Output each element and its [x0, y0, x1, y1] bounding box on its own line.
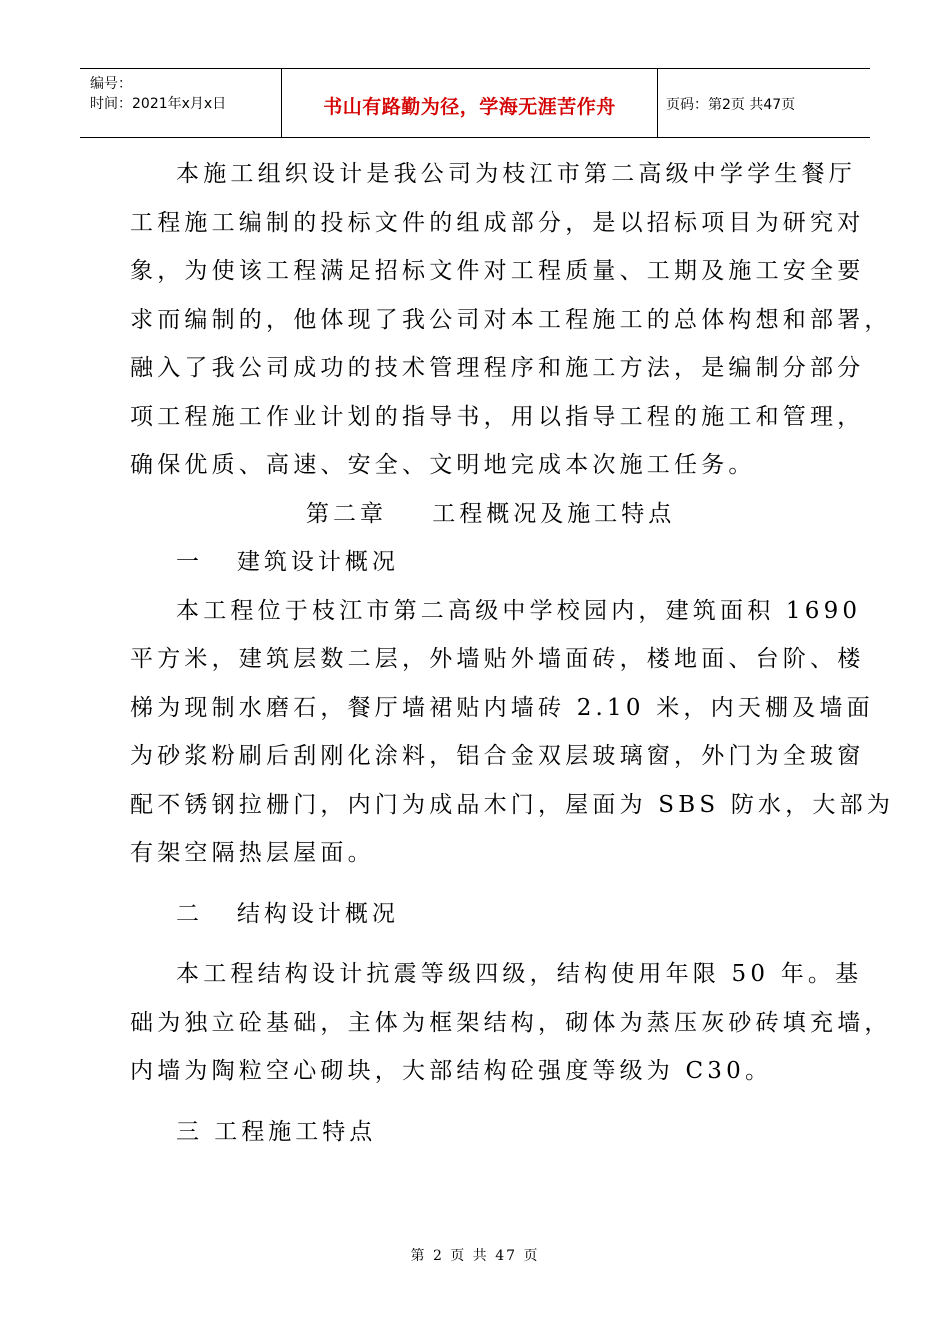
document-body: [130, 150, 895, 1156]
text-line: 有架空隔热层屋面。: [130, 840, 375, 866]
header-meta-cell: [80, 69, 282, 137]
chapter-title: 第二章 工程概况及施工特点: [306, 500, 676, 527]
page-header: [80, 68, 870, 138]
document-number-label: 编号：: [90, 76, 132, 92]
header-page-info: 页码：第2页 共47页: [666, 97, 796, 113]
header-motto: 书山有路勤为径，学海无涯苦作舟: [323, 95, 616, 118]
text-line: 平方米，建筑层数二层，外墙贴外墙面砖，楼地面、台阶、楼: [130, 646, 865, 672]
text-line: 象，为使该工程满足招标文件对工程质量、工期及施工安全要: [130, 258, 865, 284]
text-line: 工程施工编制的投标文件的组成部分，是以招标项目为研究对: [130, 209, 865, 236]
text-line: 本工程位于枝江市第二高级中学校园内，建筑面积 1690: [176, 597, 862, 624]
text-line: 梯为现制水磨石，餐厅墙裙贴内墙砖 2.10 米，内天棚及墙面: [130, 694, 874, 721]
structure-paragraph: [130, 950, 892, 1096]
page-footer: 第 2 页 共 47 页: [410, 1248, 540, 1264]
building-paragraph: [130, 587, 895, 878]
text-line: 配不锈钢拉栅门，内门为成品木门，屋面为 SBS 防水，大部为: [130, 791, 895, 818]
section-title-features: 三 工程施工特点: [176, 1118, 377, 1145]
text-line: 项工程施工作业计划的指导书，用以指导工程的施工和管理，: [130, 403, 865, 430]
text-line: 内墙为陶粒空心砌块，大部结构砼强度等级为 C30。: [130, 1058, 773, 1084]
text-line: 求而编制的，他体现了我公司对本工程施工的总体构想和部署，: [130, 306, 892, 333]
section-title-building: 一 建筑设计概况: [176, 549, 399, 575]
header-page-cell: [658, 69, 870, 137]
text-line: 础为独立砼基础，主体为框架结构，砌体为蒸压灰砂砖填充墙，: [130, 1009, 892, 1036]
header-motto-cell: [282, 69, 658, 137]
text-line: 融入了我公司成功的技术管理程序和施工方法，是编制分部分: [130, 355, 865, 381]
section-title-structure: 二 结构设计概况: [176, 900, 399, 927]
text-line: 本工程结构设计抗震等级四级，结构使用年限 50 年。基: [176, 961, 863, 987]
document-time-label: 时间：2021年x月x日: [90, 96, 227, 112]
text-line: 确保优质、高速、安全、文明地完成本次施工任务。: [130, 452, 756, 478]
text-line: 本施工组织设计是我公司为枝江市第二高级中学学生餐厅: [176, 161, 856, 187]
text-line: 为砂浆粉刷后刮刚化涂料，铝合金双层玻璃窗，外门为全玻窗: [130, 743, 865, 769]
intro-paragraph: [130, 150, 892, 490]
